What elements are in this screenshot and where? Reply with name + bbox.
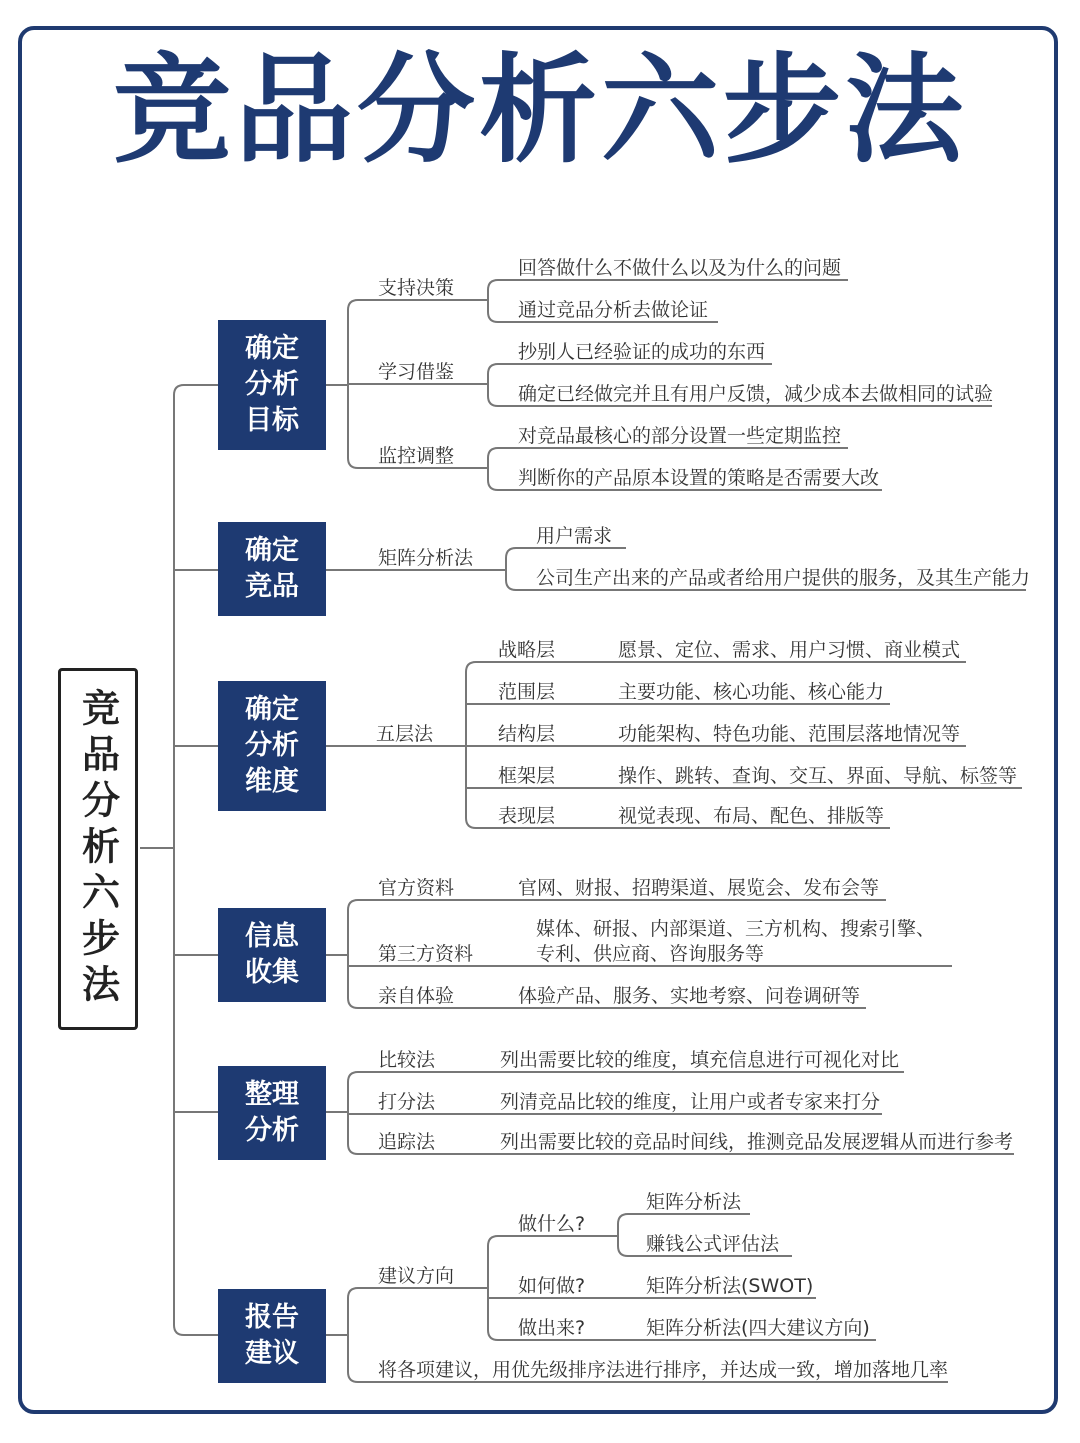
leaf-text: 矩阵分析法 — [646, 1191, 742, 1213]
step-box-competitor: 确定竞品 — [218, 522, 326, 616]
step-box-dimension: 确定分析维度 — [218, 681, 326, 811]
question-label: 如何做? — [518, 1275, 586, 1297]
layer-desc: 愿景、定位、需求、用户习惯、商业模式 — [618, 639, 961, 661]
layer-name: 范围层 — [498, 681, 556, 703]
leaf-text: 对竞品最核心的部分设置一些定期监控 — [518, 425, 842, 447]
final-note: 将各项建议，用优先级排序法进行排序，并达成一致，增加落地几率 — [378, 1359, 949, 1381]
layer-name: 结构层 — [498, 723, 556, 745]
branch-label: 比较法 — [378, 1049, 436, 1071]
layer-desc: 主要功能、核心功能、核心能力 — [618, 681, 885, 703]
leaf-text: 列出需要比较的维度，填充信息进行可视化对比 — [500, 1049, 900, 1071]
root-node: 竞品分析六步法 — [58, 668, 138, 1030]
leaf-text: 专利、供应商、咨询服务等 — [536, 943, 765, 965]
branch-label: 学习借鉴 — [378, 361, 455, 383]
leaf-text: 列清竞品比较的维度，让用户或者专家来打分 — [500, 1091, 881, 1113]
layer-name: 战略层 — [498, 639, 556, 661]
layer-desc: 操作、跳转、查询、交互、界面、导航、标签等 — [618, 765, 1018, 787]
leaf-text: 矩阵分析法(四大建议方向) — [646, 1317, 870, 1339]
leaf-text: 用户需求 — [536, 525, 613, 547]
branch-label: 第三方资料 — [378, 943, 474, 965]
leaf-text: 体验产品、服务、实地考察、问卷调研等 — [518, 985, 861, 1007]
branch-label: 矩阵分析法 — [378, 547, 474, 569]
branch-label: 建议方向 — [378, 1265, 455, 1287]
branch-label: 官方资料 — [378, 877, 455, 899]
leaf-text: 通过竞品分析去做论证 — [518, 299, 709, 321]
branch-label: 五层法 — [376, 723, 434, 745]
leaf-text: 回答做什么不做什么以及为什么的问题 — [518, 257, 842, 279]
step-box-report: 报告建议 — [218, 1289, 326, 1383]
question-label: 做出来? — [518, 1317, 586, 1339]
leaf-text: 列出需要比较的竞品时间线，推测竞品发展逻辑从而进行参考 — [500, 1131, 1014, 1153]
leaf-text: 抄别人已经验证的成功的东西 — [518, 341, 766, 363]
branch-label: 支持决策 — [378, 277, 455, 299]
step-box-goal: 确定分析目标 — [218, 320, 326, 450]
leaf-text: 赚钱公式评估法 — [646, 1233, 780, 1255]
leaf-text: 矩阵分析法(SWOT) — [646, 1275, 814, 1297]
question-label: 做什么? — [518, 1213, 586, 1235]
layer-desc: 功能架构、特色功能、范围层落地情况等 — [618, 723, 961, 745]
leaf-text: 官网、财报、招聘渠道、展览会、发布会等 — [518, 877, 880, 899]
step-box-collect: 信息收集 — [218, 908, 326, 1002]
leaf-text: 确定已经做完并且有用户反馈，减少成本去做相同的试验 — [518, 383, 994, 405]
page-title: 竞品分析六步法 — [112, 41, 967, 179]
step-box-analyze: 整理分析 — [218, 1066, 326, 1160]
leaf-text: 判断你的产品原本设置的策略是否需要大改 — [518, 467, 880, 489]
branch-label: 亲自体验 — [378, 985, 455, 1007]
layer-desc: 视觉表现、布局、配色、排版等 — [618, 805, 885, 827]
leaf-text: 公司生产出来的产品或者给用户提供的服务，及其生产能力 — [536, 567, 1031, 589]
leaf-text: 媒体、研报、内部渠道、三方机构、搜索引擎、 — [536, 918, 936, 940]
layer-name: 框架层 — [498, 765, 556, 787]
branch-label: 追踪法 — [378, 1131, 436, 1153]
layer-name: 表现层 — [498, 805, 556, 827]
branch-label: 监控调整 — [378, 445, 455, 467]
branch-label: 打分法 — [378, 1091, 436, 1113]
